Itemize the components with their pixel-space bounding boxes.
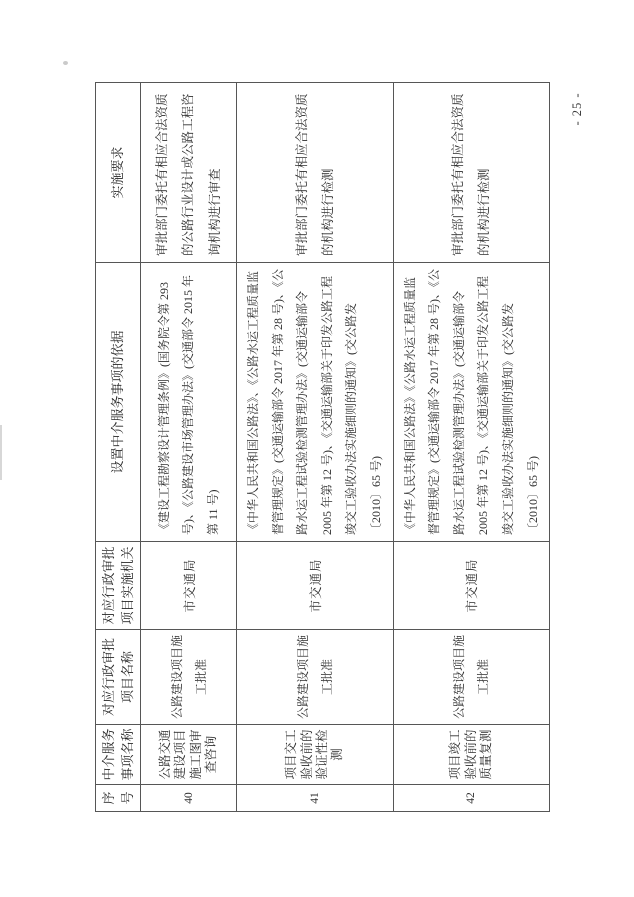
header-basis: 设置中介服务事项的依据: [96, 263, 141, 542]
cell-serial-number: 42: [393, 785, 550, 812]
cell-serial-number: 41: [237, 785, 394, 812]
cell-basis: 《中华人民共和国公路法》《公路水运工程质量监督管理规定》(交通运输部令 2017 年第 28 号)、《公路水运工程试验检测管理办法》(交通运输部令 2005 年第 12 号)、《交通运输部关于印发公路工程竣交工验收办法实施细则的通知》(交公路发〔2010〕65 号): [393, 263, 550, 542]
table-header-row: [96, 83, 141, 812]
cell-service-name: 公路交通建设项目施工图审查咨询: [141, 725, 237, 785]
header-approval-project-name: 对应行政审批项目名称: [96, 630, 141, 725]
header-serial-number: 序号: [96, 785, 141, 812]
intermediary-services-table: [95, 82, 550, 812]
cell-approval-project: 公路建设项目施工批准: [393, 630, 550, 725]
cell-basis: 《建设工程勘察设计管理条例》(国务院令第 293 号)、《公路建设市场管理办法》(交通部令 2015 年第 11 号): [141, 263, 237, 542]
cell-serial-number: 40: [141, 785, 237, 812]
table-row-42: [393, 83, 550, 812]
cell-agency: 市交通局: [393, 542, 550, 630]
cell-requirement: 审批部门委托有相应合法资质的机构进行检测: [237, 83, 394, 263]
cell-agency: 市交通局: [141, 542, 237, 630]
header-implementing-agency: 对应行政审批项目实施机关: [96, 542, 141, 630]
table-row-41: [237, 83, 394, 812]
cell-basis: 《中华人民共和国公路法》、《公路水运工程质量监督管理规定》(交通运输部令 2017 年第 28 号)、《公路水运工程试验检测管理办法》(交通运输部令 2005 年第 12 号)、《交通运输部关于印发公路工程竣交工验收办法实施细则的通知》(交公路发〔2010〕65 号): [237, 263, 394, 542]
cell-approval-project: 公路建设项目施工批准: [237, 630, 394, 725]
cell-approval-project: 公路建设项目施工批准: [141, 630, 237, 725]
rotated-table-container: [95, 83, 540, 812]
header-service-name: 中介服务事项名称: [96, 725, 141, 785]
cell-agency: 市交通局: [237, 542, 394, 630]
scan-artifact-edge: [0, 425, 2, 480]
page-number: - 25 -: [570, 92, 584, 126]
scan-artifact-speck: [63, 61, 68, 65]
cell-requirement: 审批部门委托有相应合法资质的机构进行检测: [393, 83, 550, 263]
cell-service-name: 项目竣工验收前的质量复测: [393, 725, 550, 785]
cell-requirement: 审批部门委托有相应合法资质的公路行业设计或公路工程咨询机构进行审查: [141, 83, 237, 263]
table-row-40: [141, 83, 237, 812]
cell-service-name: 项目交工验收前的验证性检测: [237, 725, 394, 785]
header-implementation-requirement: 实施要求: [96, 83, 141, 263]
